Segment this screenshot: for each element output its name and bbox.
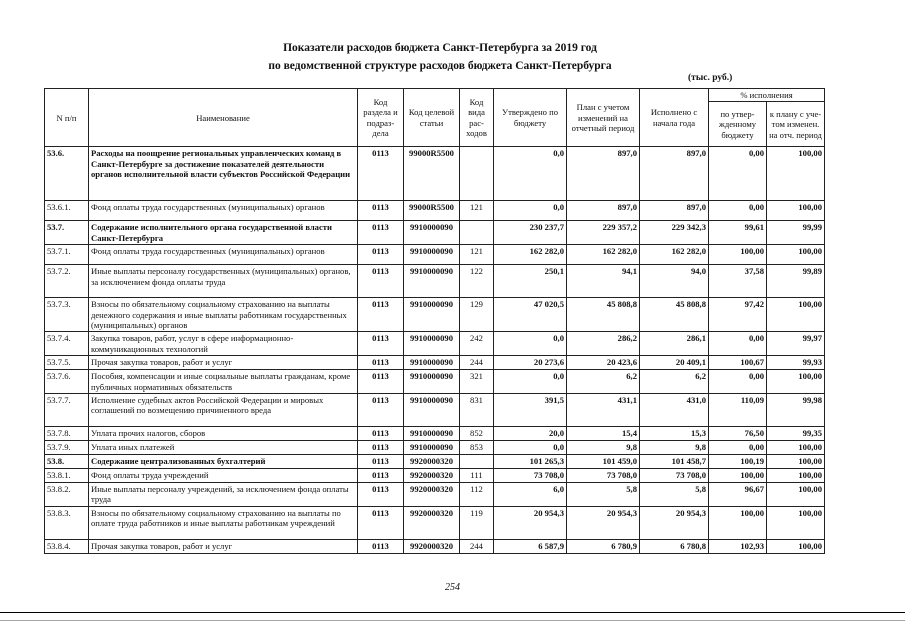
row-pct-plan: 99,99 (767, 221, 825, 245)
row-name: Уплата прочих налогов, сборов (89, 427, 358, 441)
table-row (45, 370, 825, 394)
row-type-code: 321 (460, 370, 494, 394)
row-plan: 897,0 (567, 147, 640, 201)
header-pct-group: % исполнения (709, 89, 825, 102)
row-pct-plan: 99,97 (767, 332, 825, 356)
row-executed: 5,8 (640, 483, 709, 507)
row-pct-approved: 100,00 (709, 245, 767, 265)
row-type-code: 831 (460, 394, 494, 427)
row-pct-plan: 100,00 (767, 298, 825, 332)
row-pct-approved: 100,00 (709, 506, 767, 539)
row-pct-plan: 100,00 (767, 539, 825, 553)
row-type-code: 244 (460, 539, 494, 553)
header-approved: Утверждено по бюджету (494, 89, 567, 147)
row-name: Иные выплаты персоналу учреждений, за исключением фонда оплаты труда (89, 483, 358, 507)
row-approved: 250,1 (494, 265, 567, 298)
row-approved: 101 265,3 (494, 455, 567, 469)
row-target-code: 9910000090 (404, 394, 460, 427)
row-pct-plan: 100,00 (767, 147, 825, 201)
table-header (45, 89, 825, 147)
row-executed: 15,3 (640, 427, 709, 441)
row-target-code: 9910000090 (404, 221, 460, 245)
row-approved: 0,0 (494, 147, 567, 201)
budget-table (44, 88, 825, 554)
row-pct-plan: 99,98 (767, 394, 825, 427)
row-executed: 6,2 (640, 370, 709, 394)
row-approved: 230 237,7 (494, 221, 567, 245)
row-number: 53.8.1. (45, 469, 89, 483)
row-name: Содержание исполнительного органа государственной власти Санкт-Петербурга (89, 221, 358, 245)
row-plan: 73 708,0 (567, 469, 640, 483)
row-number: 53.7.9. (45, 441, 89, 455)
row-approved: 391,5 (494, 394, 567, 427)
row-pct-approved: 96,67 (709, 483, 767, 507)
table-row (45, 483, 825, 507)
row-plan: 286,2 (567, 332, 640, 356)
row-section-code: 0113 (358, 332, 404, 356)
row-section-code: 0113 (358, 265, 404, 298)
row-section-code: 0113 (358, 506, 404, 539)
table-row (45, 147, 825, 201)
row-target-code: 9910000090 (404, 332, 460, 356)
row-pct-plan: 100,00 (767, 245, 825, 265)
row-type-code: 112 (460, 483, 494, 507)
row-type-code (460, 147, 494, 201)
row-executed: 6 780,8 (640, 539, 709, 553)
row-plan: 162 282,0 (567, 245, 640, 265)
row-executed: 101 458,7 (640, 455, 709, 469)
row-number: 53.7.7. (45, 394, 89, 427)
row-number: 53.7. (45, 221, 89, 245)
row-type-code: 121 (460, 201, 494, 221)
row-section-code: 0113 (358, 483, 404, 507)
row-number: 53.7.2. (45, 265, 89, 298)
row-number: 53.7.3. (45, 298, 89, 332)
row-approved: 20 273,6 (494, 356, 567, 370)
row-pct-plan: 100,00 (767, 370, 825, 394)
row-plan: 20 954,3 (567, 506, 640, 539)
row-target-code: 9920000320 (404, 455, 460, 469)
page-number: 254 (445, 582, 460, 593)
row-target-code: 9910000090 (404, 441, 460, 455)
row-section-code: 0113 (358, 221, 404, 245)
row-approved: 73 708,0 (494, 469, 567, 483)
row-section-code: 0113 (358, 469, 404, 483)
row-executed: 431,0 (640, 394, 709, 427)
table-row (45, 332, 825, 356)
table-row (45, 245, 825, 265)
row-name: Фонд оплаты труда государственных (муниципальных) органов (89, 201, 358, 221)
row-pct-approved: 100,00 (709, 469, 767, 483)
table-row (45, 469, 825, 483)
row-type-code: 853 (460, 441, 494, 455)
units-label: (тыс. руб.) (688, 73, 733, 83)
row-target-code: 9920000320 (404, 483, 460, 507)
header-target: Код целевой статьи (404, 89, 460, 147)
row-number: 53.7.5. (45, 356, 89, 370)
row-plan: 101 459,0 (567, 455, 640, 469)
row-plan: 5,8 (567, 483, 640, 507)
row-type-code: 852 (460, 427, 494, 441)
row-pct-plan: 100,00 (767, 469, 825, 483)
row-name: Фонд оплаты труда учреждений (89, 469, 358, 483)
row-pct-approved: 0,00 (709, 370, 767, 394)
row-section-code: 0113 (358, 455, 404, 469)
row-executed: 897,0 (640, 147, 709, 201)
table-row (45, 455, 825, 469)
table-body (45, 147, 825, 553)
row-plan: 9,8 (567, 441, 640, 455)
row-pct-plan: 99,35 (767, 427, 825, 441)
table-row (45, 201, 825, 221)
row-target-code: 9910000090 (404, 298, 460, 332)
row-pct-plan: 100,00 (767, 506, 825, 539)
row-executed: 94,0 (640, 265, 709, 298)
row-name: Взносы по обязательному социальному страхованию на выплаты денежного содержания и иные выплаты работникам государственных (муниципальных) органов (89, 298, 358, 332)
row-target-code: 9910000090 (404, 370, 460, 394)
row-target-code: 99000R5500 (404, 201, 460, 221)
row-section-code: 0113 (358, 427, 404, 441)
row-executed: 229 342,3 (640, 221, 709, 245)
row-approved: 20 954,3 (494, 506, 567, 539)
table-row (45, 539, 825, 553)
document-subtitle: по ведомственной структуре расходов бюджета Санкт-Петербурга (268, 60, 612, 72)
row-plan: 6 780,9 (567, 539, 640, 553)
row-pct-approved: 0,00 (709, 441, 767, 455)
row-number: 53.7.6. (45, 370, 89, 394)
row-pct-plan: 99,93 (767, 356, 825, 370)
row-pct-approved: 0,00 (709, 201, 767, 221)
row-pct-plan: 100,00 (767, 483, 825, 507)
row-name: Закупка товаров, работ, услуг в сфере информационно-коммуникационных технологий (89, 332, 358, 356)
row-name: Уплата иных платежей (89, 441, 358, 455)
row-type-code (460, 221, 494, 245)
table-row (45, 298, 825, 332)
row-plan: 15,4 (567, 427, 640, 441)
header-pct-approved: по утвер-жденному бюджету (709, 102, 767, 147)
row-approved: 0,0 (494, 441, 567, 455)
row-pct-approved: 76,50 (709, 427, 767, 441)
row-executed: 20 409,1 (640, 356, 709, 370)
row-type-code: 242 (460, 332, 494, 356)
row-approved: 0,0 (494, 201, 567, 221)
row-number: 53.7.8. (45, 427, 89, 441)
row-approved: 47 020,5 (494, 298, 567, 332)
row-pct-plan: 100,00 (767, 441, 825, 455)
row-pct-approved: 102,93 (709, 539, 767, 553)
row-pct-plan: 100,00 (767, 455, 825, 469)
table-row (45, 221, 825, 245)
row-plan: 45 808,8 (567, 298, 640, 332)
row-number: 53.8.4. (45, 539, 89, 553)
row-pct-approved: 97,42 (709, 298, 767, 332)
row-approved: 0,0 (494, 332, 567, 356)
row-plan: 20 423,6 (567, 356, 640, 370)
row-name: Исполнение судебных актов Российской Федерации и мировых соглашений по возмещению причиненного вреда (89, 394, 358, 427)
row-section-code: 0113 (358, 539, 404, 553)
table-row (45, 506, 825, 539)
row-section-code: 0113 (358, 356, 404, 370)
table-row (45, 356, 825, 370)
row-executed: 73 708,0 (640, 469, 709, 483)
header-section: Код раздела и подраз-дела (358, 89, 404, 147)
row-target-code: 9920000320 (404, 539, 460, 553)
row-pct-approved: 110,09 (709, 394, 767, 427)
row-name: Прочая закупка товаров, работ и услуг (89, 356, 358, 370)
row-name: Взносы по обязательному социальному страхованию на выплаты по оплате труда работников и иные выплаты работникам учреждений (89, 506, 358, 539)
row-target-code: 9920000320 (404, 469, 460, 483)
row-section-code: 0113 (358, 441, 404, 455)
row-target-code: 9910000090 (404, 265, 460, 298)
row-approved: 0,0 (494, 370, 567, 394)
row-approved: 6 587,9 (494, 539, 567, 553)
header-type: Код вида рас-ходов (460, 89, 494, 147)
row-executed: 286,1 (640, 332, 709, 356)
row-plan: 6,2 (567, 370, 640, 394)
row-name: Пособия, компенсации и иные социальные выплаты гражданам, кроме публичных нормативных обязательств (89, 370, 358, 394)
row-section-code: 0113 (358, 370, 404, 394)
row-number: 53.8. (45, 455, 89, 469)
row-executed: 9,8 (640, 441, 709, 455)
row-plan: 94,1 (567, 265, 640, 298)
row-number: 53.8.3. (45, 506, 89, 539)
row-pct-plan: 99,89 (767, 265, 825, 298)
row-executed: 897,0 (640, 201, 709, 221)
row-type-code: 119 (460, 506, 494, 539)
row-pct-approved: 0,00 (709, 332, 767, 356)
table-row (45, 441, 825, 455)
row-name: Иные выплаты персоналу государственных (муниципальных) органов, за исключением фонда оплаты труда (89, 265, 358, 298)
row-type-code: 121 (460, 245, 494, 265)
row-approved: 20,0 (494, 427, 567, 441)
row-number: 53.7.4. (45, 332, 89, 356)
row-type-code: 129 (460, 298, 494, 332)
row-executed: 162 282,0 (640, 245, 709, 265)
row-pct-plan: 100,00 (767, 201, 825, 221)
row-number: 53.6. (45, 147, 89, 201)
row-target-code: 9910000090 (404, 427, 460, 441)
row-executed: 20 954,3 (640, 506, 709, 539)
row-approved: 6,0 (494, 483, 567, 507)
row-name: Содержание централизованных бухгалтерий (89, 455, 358, 469)
row-type-code (460, 455, 494, 469)
row-name: Прочая закупка товаров, работ и услуг (89, 539, 358, 553)
row-pct-approved: 0,00 (709, 147, 767, 201)
table-row (45, 265, 825, 298)
row-pct-approved: 100,19 (709, 455, 767, 469)
row-plan: 897,0 (567, 201, 640, 221)
row-type-code: 122 (460, 265, 494, 298)
row-number: 53.7.1. (45, 245, 89, 265)
row-plan: 229 357,2 (567, 221, 640, 245)
header-name: Наименование (89, 89, 358, 147)
footer-divider (0, 612, 905, 613)
row-section-code: 0113 (358, 147, 404, 201)
row-number: 53.6.1. (45, 201, 89, 221)
header-pct-plan: к плану с уче-том изменен. на отч. период (767, 102, 825, 147)
row-target-code: 9910000090 (404, 356, 460, 370)
row-type-code: 111 (460, 469, 494, 483)
document-title: Показатели расходов бюджета Санкт-Петербурга за 2019 год (283, 42, 597, 54)
row-plan: 431,1 (567, 394, 640, 427)
row-type-code: 244 (460, 356, 494, 370)
row-section-code: 0113 (358, 298, 404, 332)
row-executed: 45 808,8 (640, 298, 709, 332)
footer-divider-secondary (0, 620, 905, 621)
row-pct-approved: 100,67 (709, 356, 767, 370)
row-target-code: 99000R5500 (404, 147, 460, 201)
table-row (45, 427, 825, 441)
row-section-code: 0113 (358, 394, 404, 427)
row-name: Фонд оплаты труда государственных (муниципальных) органов (89, 245, 358, 265)
table-row (45, 394, 825, 427)
row-name: Расходы на поощрение региональных управленческих команд в Санкт-Петербурге за достижение показателей деятельности органов исполнительной власти субъектов Российской Федерации (89, 147, 358, 201)
row-number: 53.8.2. (45, 483, 89, 507)
row-approved: 162 282,0 (494, 245, 567, 265)
row-pct-approved: 37,58 (709, 265, 767, 298)
row-pct-approved: 99,61 (709, 221, 767, 245)
header-plan: План с учетом изменений на отчетный период (567, 89, 640, 147)
row-section-code: 0113 (358, 201, 404, 221)
header-executed: Исполнено с начала года (640, 89, 709, 147)
row-target-code: 9920000320 (404, 506, 460, 539)
row-target-code: 9910000090 (404, 245, 460, 265)
row-section-code: 0113 (358, 245, 404, 265)
header-num: N п/п (45, 89, 89, 147)
